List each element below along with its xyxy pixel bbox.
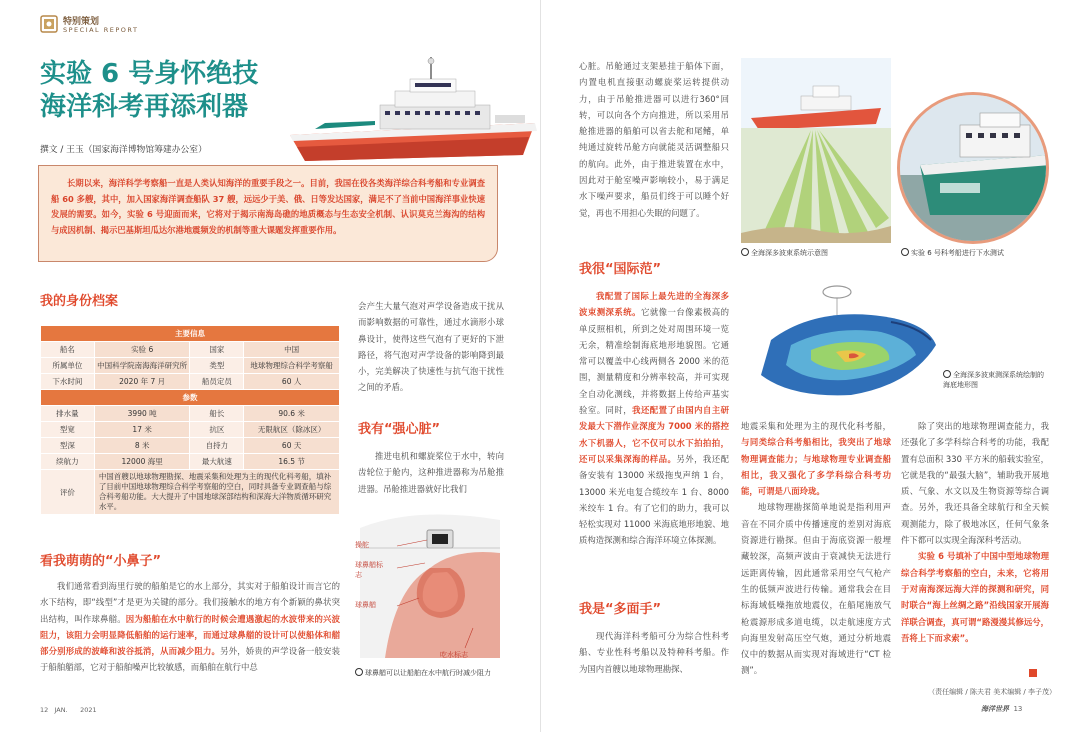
ship-illustration [285, 55, 540, 175]
bow-caption [355, 668, 515, 678]
intl-text-2: 另外，我还配备安装有 13000 米级拖曳声纳 1 台，13000 米光电复合缆绞车 1 台、8000 米绞车 1 台。有了它们的助力，我可以轻松实现对 11000 米海底地形地貌、地质构造探测和综合海洋环境立体探测。 [579, 453, 730, 546]
table-cell: 8 米 [94, 438, 190, 454]
lab-text-1: 除了突出的地球物理调查能力，我还强化了多学科综合科考的功能，我配置有总面积 330 平方米的船载实验室，它就是我的“最强大脑”，辅助我开展地质、气象、水文以及生物资源等综合调查。另外，我还具备全球航行和全天候观测能力，除了极地冰区，任何气象条件下都可以实现全海深科考活动。 [901, 421, 1049, 546]
table-cell: 船长 [190, 406, 244, 422]
table-cell: 国家 [190, 342, 244, 358]
left-page-number: 12 [40, 706, 49, 714]
section-title-cn: 特别策划 [63, 17, 100, 27]
table-cell: 下水时间 [41, 374, 95, 390]
multi-text: 现代海洋科考船可分为综合性科考船、专业性科考船以及特种科考船。作为国内首艘以地球物理勘探、 [579, 631, 729, 674]
table-cell: 60 人 [244, 374, 340, 390]
table-cell: 中国科学院南海海洋研究所 [94, 358, 190, 374]
footer-right [981, 704, 1022, 714]
heart-heading: 我有“强心脏” [358, 422, 441, 437]
table-cell: 类型 [190, 358, 244, 374]
table-cell: 12000 海里 [94, 454, 190, 470]
table-cell: 最大航速 [190, 454, 244, 470]
title-line-1: 实验 6 号身怀绝技 [40, 59, 259, 89]
label-fin: 操舵 [355, 541, 369, 549]
seafloor-map-illustration [741, 270, 941, 410]
table-cell: 评价 [41, 470, 95, 515]
table-cell: 型深 [41, 438, 95, 454]
lab-text [901, 418, 1049, 646]
table-cell: 2020 年 7 月 [94, 374, 190, 390]
author-line: 撰文 / 王玉（国家海洋博物馆筹建办公室） [40, 145, 207, 155]
table-cell: 实验 6 [94, 342, 190, 358]
table-cell: 自持力 [190, 438, 244, 454]
intro-text: 长期以来，海洋科学考察船一直是人类认知海洋的重要手段之一。目前，我国在役各类海洋综合科考船和专业调查船 60 多艘，其中，加入国家海洋调查船队 37 艘，远远少于美、俄、日等发达国家，满足不了当前中国海洋事业快速发展的需要。如今，实验 6 号迎面而来，它将对于揭示南海岛礁的地质概态与生态安全机制、认识莫克兰海沟的结构与成因机制、揭示巴基斯坦瓜达尔港地震频发的机制等重大课题发挥重要作用。 [51, 178, 485, 235]
ship-test-caption [901, 248, 1004, 258]
profile-table [40, 325, 340, 515]
bubble-text: 会产生大量气泡对声学设备造成干扰从而影响数据的可靠性，通过水滴形小球鼻设计，使得这些气泡有了更好的下泄路径，将气泡对声学设备的影响降到最小，完美解决了快速性与抗气泡干扰性之间的矛盾。 [358, 301, 504, 393]
table-cell: 地球物理综合科学考察船 [244, 358, 340, 374]
main-info-header: 主要信息 [41, 326, 340, 342]
table-cell: 中国 [244, 342, 340, 358]
param-header: 参数 [41, 390, 340, 406]
geo-text-1: 地震采集和处理为主的现代化科考船， [741, 421, 891, 431]
conclusion-highlight: 实验 6 号填补了中国中型地球物理综合科学考察船的空白，未来，它将用于对南海深远海大洋的探测和研究，同时联合“海上丝绸之路”沿线国家开展海洋联合调查，真可谓“路漫漫其修远兮，吾将上下而求索”。 [901, 551, 1049, 643]
geophysics-text [741, 418, 891, 679]
footer-left [40, 706, 97, 714]
caption-bullet-icon [943, 370, 951, 378]
intl-text-1: 它就像一台像素极高的单反照相机，所到之处对周围环境一览无余，精准绘制海底地形地貌图。它通常可以覆盖中心线两侧各 2000 米的范围，测量精度和分辨率较高，并可实现全自动化测线，并将数据上传给声基实验室。同时， [579, 307, 730, 416]
seafloor-caption [943, 370, 1048, 390]
footer-year: 2021 [80, 706, 97, 714]
intro-box [38, 165, 498, 262]
table-cell: 90.6 米 [244, 406, 340, 422]
table-cell: 无限航区（除冰区） [244, 422, 340, 438]
nose-text [40, 578, 340, 676]
bulbous-bow-figure [355, 508, 505, 663]
article-title [40, 58, 258, 124]
table-cell: 船名 [41, 342, 95, 358]
intl-text [579, 288, 729, 549]
table-cell: 16.5 节 [244, 454, 340, 470]
nose-heading: 看我萌萌的“小鼻子” [40, 554, 162, 569]
intl-heading: 我很“国际范” [579, 262, 662, 277]
profile-heading: 我的身份档案 [40, 294, 119, 309]
table-cell: 排水量 [41, 406, 95, 422]
ship-test-photo [897, 92, 1049, 244]
section-title-en: SPECIAL REPORT [63, 26, 139, 34]
nose-text-2: 另外，娇贵的声学设备一般安装于船舶艏部，它对于船舶噪声比较敏感，而船舶在航行中总 [40, 646, 341, 673]
caption-bullet-icon [741, 248, 749, 256]
title-line-2: 海洋科考再添利器 [40, 92, 249, 122]
table-cell: 型宽 [41, 422, 95, 438]
multibeam-illustration [741, 58, 891, 243]
intl-highlight-2: 我还配置了由国内自主研发最大下潜作业深度为 7000 米的搭控水下机器人，它不仅可以水下拍拍拍，还可以采集深海的样品。 [579, 405, 729, 464]
ship-test-caption-text: 实验 6 号科考船进行下水测试 [911, 249, 1004, 257]
nose-highlight: 因为船舶在水中航行的时候会遭遇激起的水波带来的兴波阻力，该阻力会明显降低船舶的运行速率，而通过球鼻艏的设计可以使船体和艏部分别形成的波峰和波谷抵消，从而减少阻力。 [40, 613, 341, 657]
seafloor-caption-text: 全海深多波束测深系统绘制的海底地形图 [943, 371, 1044, 389]
table-cell: 续航力 [41, 454, 95, 470]
bow-caption-text: 球鼻艏可以让船舶在水中航行时减少阻力 [365, 669, 491, 677]
nose-text-1: 我们通常看到海里行驶的船舶是它的水上部分，其实对于船舶设计而言它的水下结构，即“线型”才是更为关键的部分。我们接触水的地方有个新颖的鼻状突出结构，叫作球鼻艏。 [40, 581, 340, 624]
label-draft: 吃水标志 [440, 651, 468, 659]
heart-text: 推进电机和螺旋桨位于水中，转向齿轮位于舱内，这种推进器称为吊舱推进器。吊舱推进器就好比我们 [358, 451, 504, 494]
caption-bullet-icon [355, 668, 363, 676]
end-mark-icon [1029, 669, 1037, 677]
label-echo: 球鼻艏标志 [355, 561, 383, 579]
intl-highlight-1: 我配置了国际上最先进的全海深多波束测深系统。 [579, 291, 729, 318]
section-logo-icon [40, 15, 58, 33]
table-cell: 船员定员 [190, 374, 244, 390]
table-cell: 17 米 [94, 422, 190, 438]
evaluation-text: 中国首艘以地球物理勘探、地震采集和处理为主的现代化科考船，填补了目前中国地球物理综合科学考察船的空白，同时具备专业调查船与综合科考船功能。大大提升了中国地球深部结构和深海大洋物质循环研究水平。 [94, 470, 339, 515]
label-bulb: 球鼻艏 [355, 601, 376, 609]
geo-text-2: 地球物理勘探简单地说是指利用声音在不同介质中传播速度的差别对海底资源进行勘探。但由于海底资源一般埋藏较深，高频声波由于衰减快无法进行远距离传输，因此通常采用空气气枪产生的低频声波进行传输。通常我会在目标海域低噪拖放地震仪，在船尾施放气枪震源形成多道电缆，以走航速度方式向海里发射高压空气炮，通过分析地震仪中的数据从而实现对海域进行“CT 检测”。 [741, 502, 891, 676]
table-cell: 3990 吨 [94, 406, 190, 422]
multi-heading: 我是“多面手” [579, 602, 662, 617]
table-cell: 60 天 [244, 438, 340, 454]
editor-credit: （责任编辑 / 陈夫君 美术编辑 / 李子茂） [928, 688, 1056, 696]
magazine-name: 海洋世界 [981, 705, 1009, 713]
multibeam-caption-text: 全海深多波束系统示意图 [751, 249, 828, 257]
multibeam-caption [741, 248, 828, 258]
right-page [540, 0, 1080, 732]
footer-month: JAN. [54, 706, 68, 714]
table-cell: 抗区 [190, 422, 244, 438]
pod-continued-text: 心脏。吊舱通过支架悬挂于船体下面，内置电机直接驱动螺旋桨运转提供动力，由于吊舱推进器可以进行360°回转，可以向各个方向推进，所以采用吊舱推进器的船舶可以省去舵和尾鳍，单纯通过旋转吊舱方向就能灵活调整船只的航向。此外，由于推进装置在水中，因此对于舱室噪声影响较小，易于满足水下噪声要求，船员们终于可以睡个好觉，再也不用担心失眠的问题了。 [579, 61, 729, 218]
caption-bullet-icon [901, 248, 909, 256]
table-cell: 所属单位 [41, 358, 95, 374]
geo-highlight: 与同类综合科考船相比，我突出了地球物理调查能力；与地球物理专业调查船相比，我又强化了多学科综合科考功能，可谓是八面玲珑。 [741, 437, 891, 497]
right-page-number: 13 [1013, 705, 1023, 713]
